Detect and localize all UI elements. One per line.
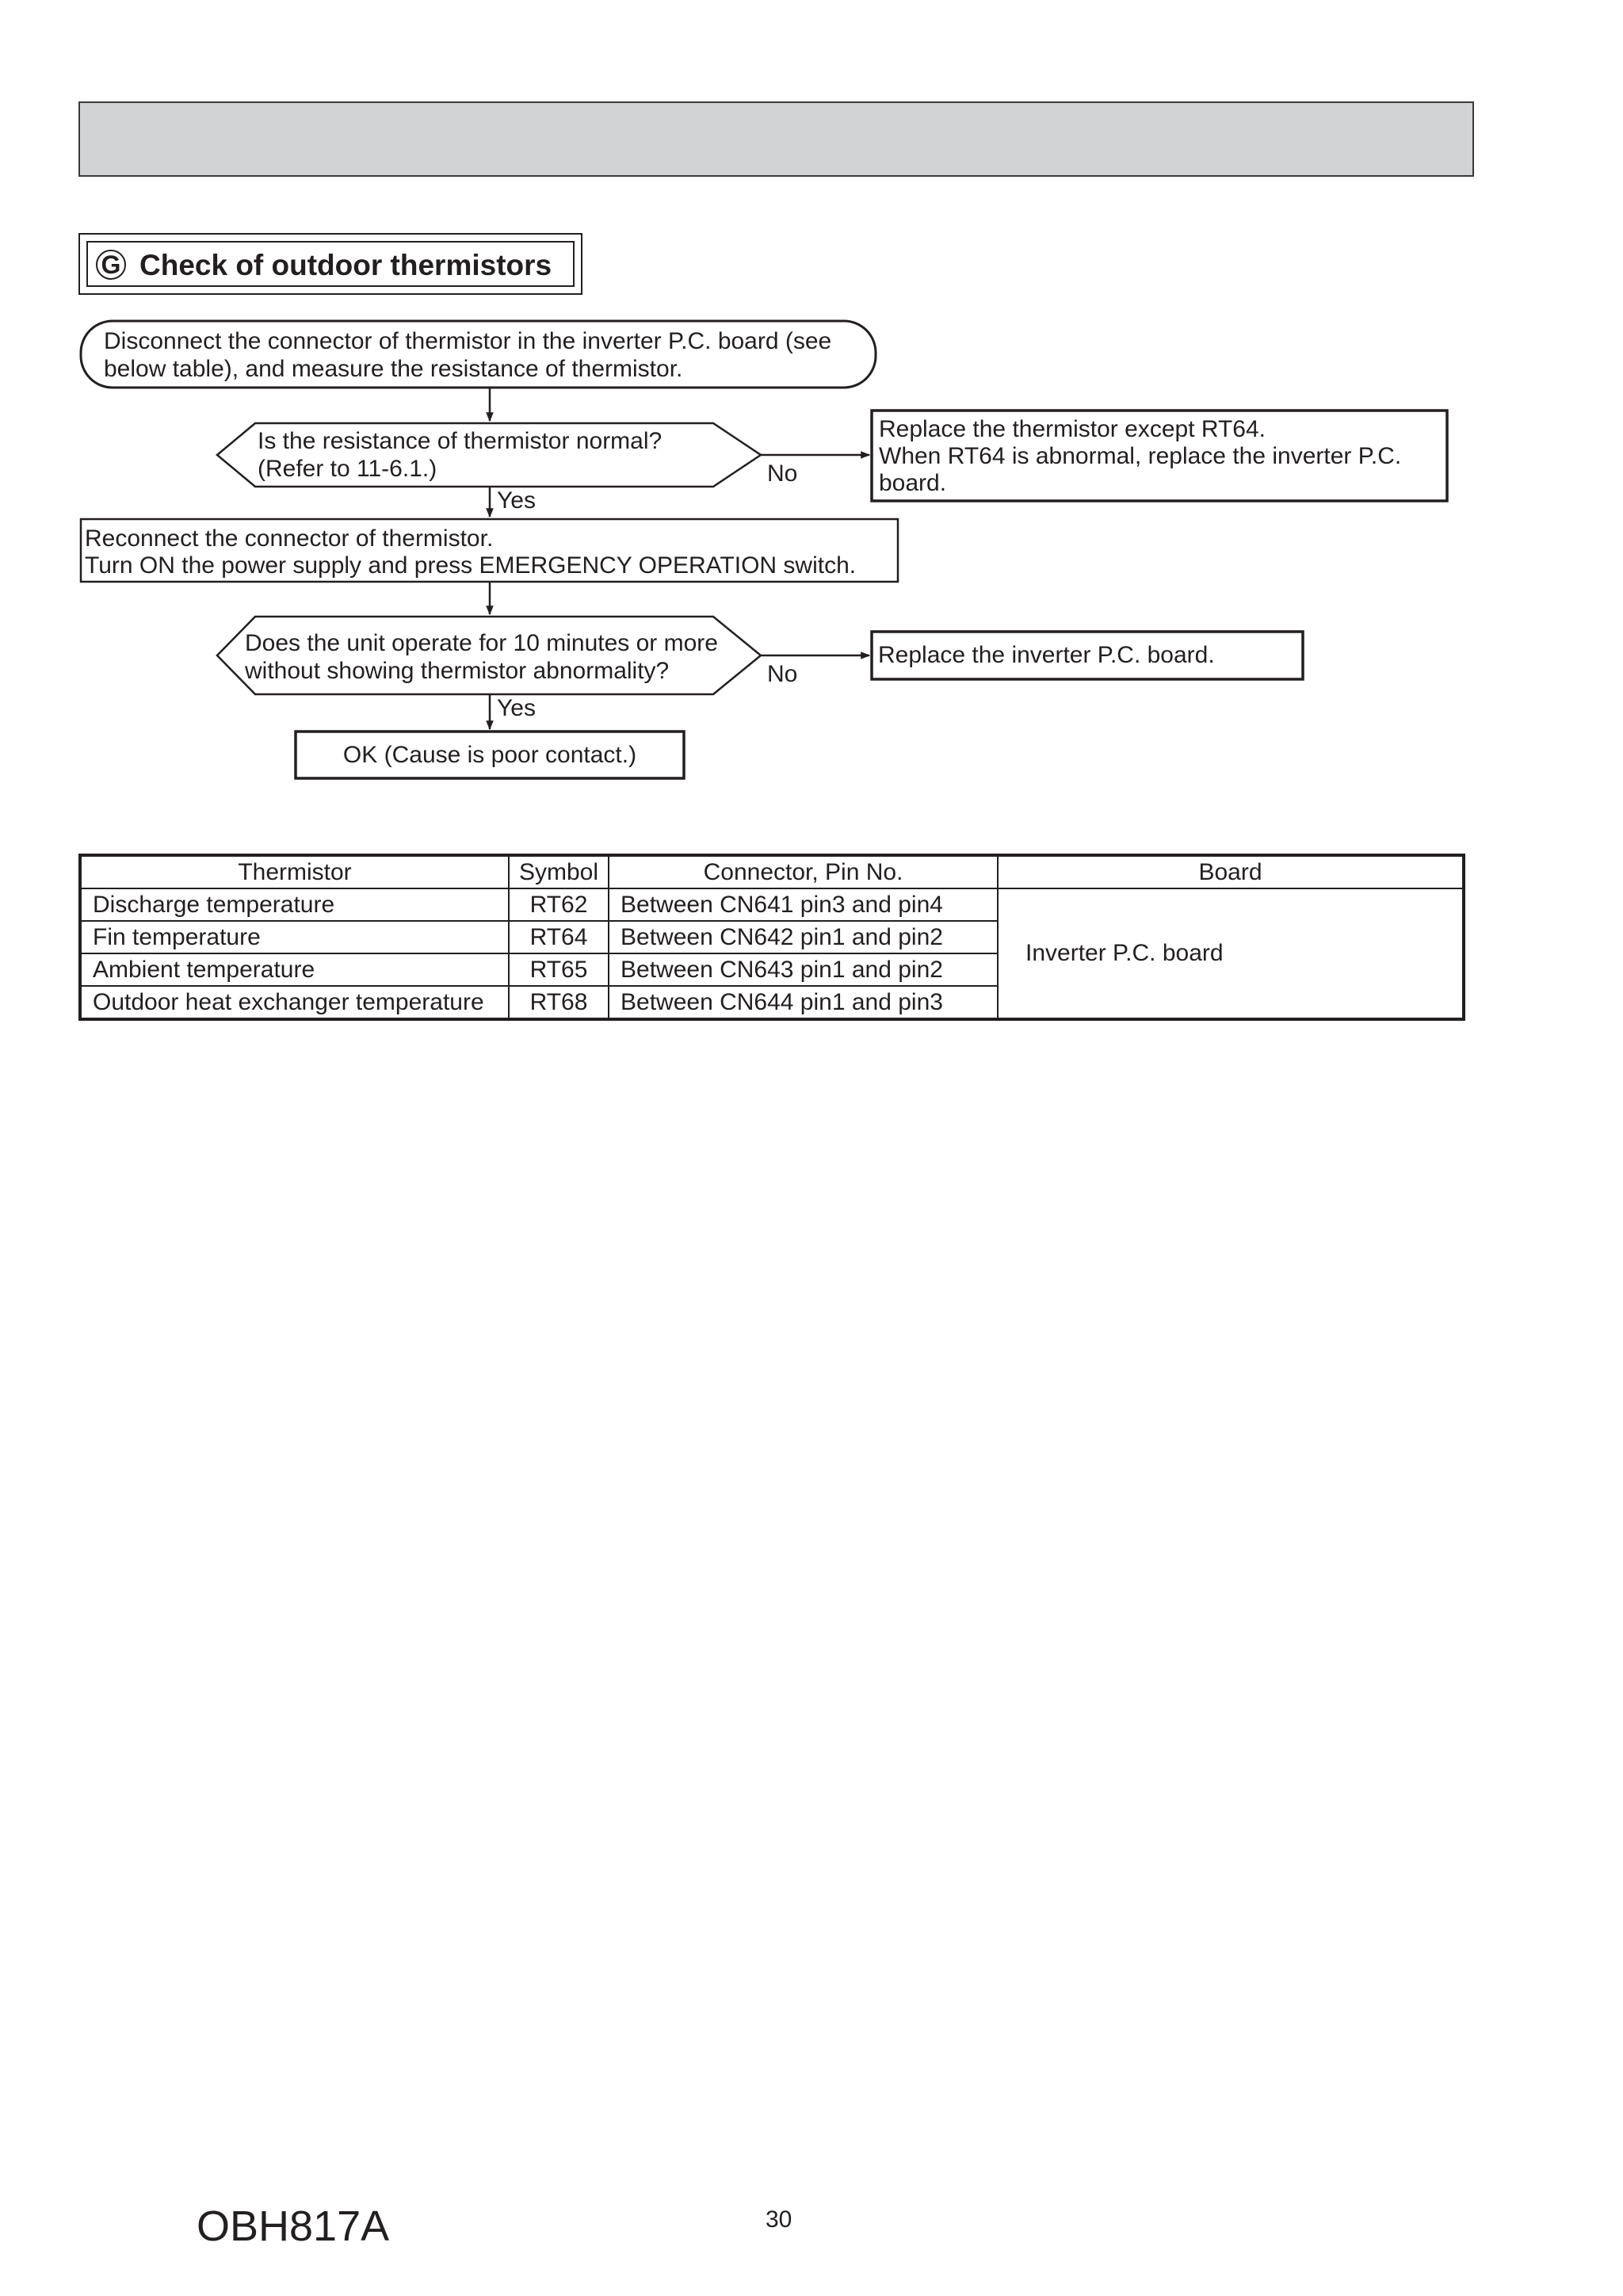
cell-symbol: RT62 bbox=[509, 888, 609, 921]
cell-symbol: RT65 bbox=[509, 953, 609, 986]
decision1-text-line1: Is the resistance of thermistor normal? bbox=[258, 428, 663, 454]
decision2-text-line2: without showing thermistor abnormality? bbox=[245, 658, 670, 684]
action1-text-line1: Replace the thermistor except RT64. bbox=[879, 416, 1266, 442]
cell-board: Inverter P.C. board bbox=[998, 888, 1464, 1019]
header-connector: Connector, Pin No. bbox=[609, 855, 998, 888]
decision2-text-line1: Does the unit operate for 10 minutes or more bbox=[245, 630, 718, 656]
cell-symbol: RT68 bbox=[509, 986, 609, 1019]
section-letter-badge: G bbox=[96, 250, 126, 280]
decision2-no-label: No bbox=[767, 661, 798, 687]
action1-text-line3: board. bbox=[879, 470, 947, 496]
page-number: 30 bbox=[766, 2206, 792, 2233]
cell-connector: Between CN643 pin1 and pin2 bbox=[609, 953, 998, 986]
document-code: OBH817A bbox=[197, 2202, 390, 2250]
header-thermistor: Thermistor bbox=[80, 855, 509, 888]
step2-text-line1: Reconnect the connector of thermistor. bbox=[85, 525, 494, 552]
cell-connector: Between CN641 pin3 and pin4 bbox=[609, 888, 998, 921]
decision2-yes-label: Yes bbox=[497, 695, 536, 721]
decision1-yes-label: Yes bbox=[497, 487, 536, 514]
decision1-text-line2: (Refer to 11-6.1.) bbox=[258, 456, 437, 482]
table-header-row bbox=[80, 855, 1464, 888]
cell-thermistor: Outdoor heat exchanger temperature bbox=[80, 986, 509, 1019]
action1-text-line2: When RT64 is abnormal, replace the inverter P.C. bbox=[879, 443, 1402, 469]
thermistor-table bbox=[78, 854, 1465, 1021]
step2-text-line2: Turn ON the power supply and press EMERGENCY OPERATION switch. bbox=[85, 552, 857, 579]
end-text: OK (Cause is poor contact.) bbox=[342, 742, 637, 768]
header-board: Board bbox=[998, 855, 1464, 888]
header-symbol: Symbol bbox=[509, 855, 609, 888]
cell-thermistor: Fin temperature bbox=[80, 921, 509, 953]
flowchart-diagram bbox=[0, 0, 1623, 793]
table-row bbox=[80, 888, 1464, 921]
start-text-line1: Disconnect the connector of thermistor in the inverter P.C. board (see bbox=[104, 328, 832, 354]
section-title: Check of outdoor thermistors bbox=[139, 249, 552, 281]
cell-connector: Between CN644 pin1 and pin3 bbox=[609, 986, 998, 1019]
action2-text: Replace the inverter P.C. board. bbox=[878, 642, 1215, 668]
start-text-line2: below table), and measure the resistance of thermistor. bbox=[104, 356, 683, 382]
cell-thermistor: Discharge temperature bbox=[80, 888, 509, 921]
cell-symbol: RT64 bbox=[509, 921, 609, 953]
cell-thermistor: Ambient temperature bbox=[80, 953, 509, 986]
decision1-no-label: No bbox=[767, 460, 798, 487]
cell-connector: Between CN642 pin1 and pin2 bbox=[609, 921, 998, 953]
